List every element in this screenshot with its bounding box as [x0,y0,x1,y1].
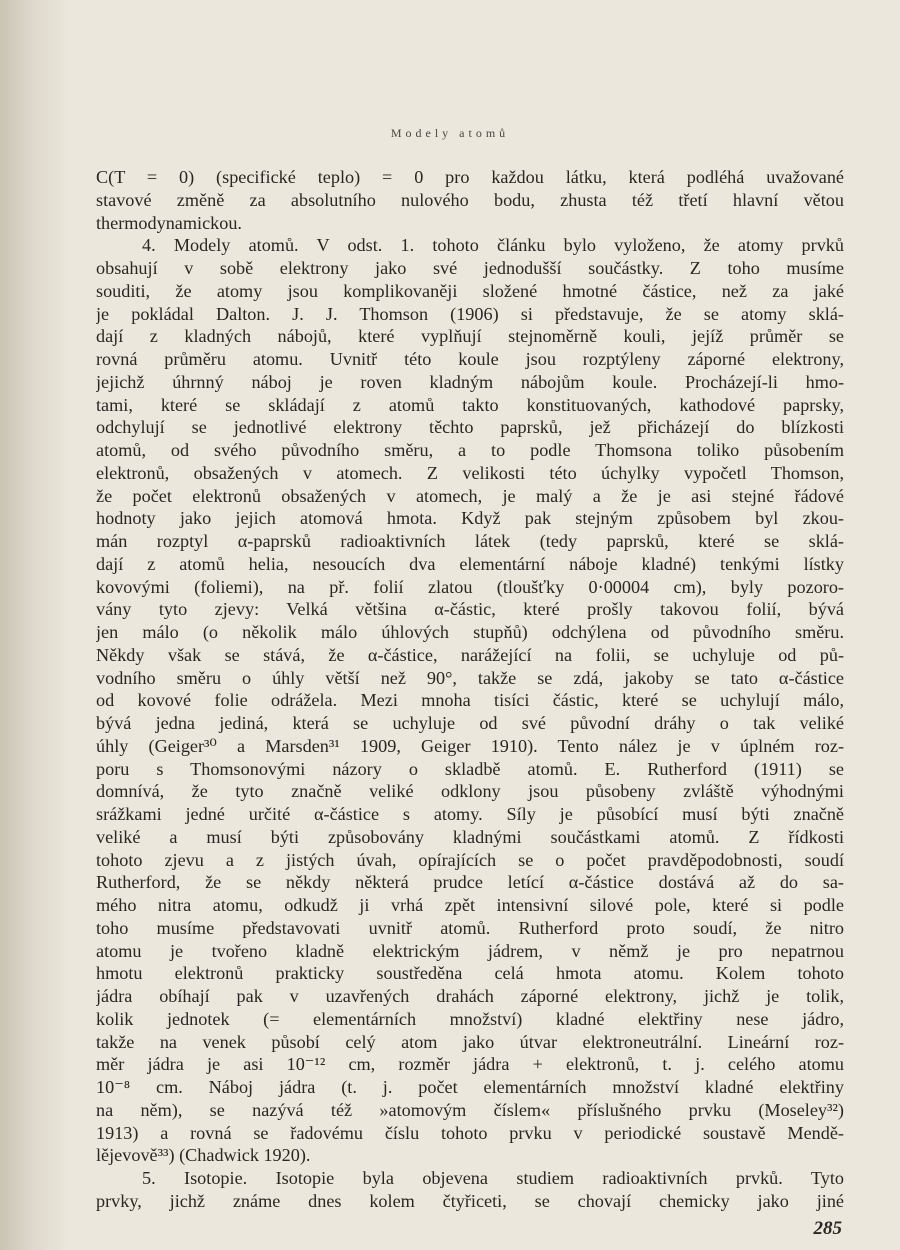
text-line: jen málo (o několik málo úhlových stupňů) odchýlena od původního směru. [96,622,844,642]
page-gutter-shadow [0,0,70,1250]
text-line: Někdy však se stává, že α-částice, narážející na folii, se uchyluje od pů- [96,644,844,665]
text-line: atomu je tvořeno kladně elektrickým jádrem, v němž je pro nepatrnou [96,940,844,961]
text-line: úhly (Geiger³⁰ a Marsden³¹ 1909, Geiger 1910). Tento nález je v úplném roz- [96,735,844,756]
text-line: thermodynamickou. [96,212,242,233]
text-line: jejichž úhrnný náboj je roven kladným nábojům koule. Procházejí-li hmo- [96,371,844,392]
text-line: kovovými (foliemi), na př. folií zlatou (tloušťky 0·00004 cm), byly pozoro- [96,576,844,597]
text-line: bývá jedna jediná, která se uchyluje od své původní dráhy o tak veliké [96,713,844,733]
text-line: tami, které se skládají z atomů takto konstituovaných, kathodové paprsky, [96,394,844,415]
text-line: měr jádra je asi 10⁻¹² cm, rozměr jádra + elektronů, t. j. celého atomu [96,1054,844,1075]
text-line: kolik jednotek (= elementárních množství) kladné elektřiny nese jádro, [96,1008,844,1029]
text-line: 4. Modely atomů. V odst. 1. tohoto článku bylo vyloženo, že atomy prvků [142,235,844,256]
text-line: hodnoty jako jejich atomová hmota. Když pak stejným způsobem byl zkou- [96,508,844,529]
text-line: dají z atomů helia, nesoucích dva elementární náboje kladné) tenkými lístky [96,553,844,574]
text-line: srážkami jedné určité α-částice s atomy. Síly je působící musí býti značně [96,804,844,824]
text-line: mého nitra atomu, odkudž ji vrhá zpět intensivní silové pole, které si podle [96,895,844,915]
text-line: domnívá, že tyto značně veliké odklony jsou působeny zvláště výhodnými [96,781,844,802]
text-line: veliké a musí býti způsobovány kladnými součástkami atomů. Z řídkosti [96,826,844,847]
text-line: toho musíme představovati uvnitř atomů. Rutherford proto soudí, že nitro [96,917,844,938]
text-line: souditi, že atomy jsou komplikovaněji složené hmotné částice, než za jaké [96,280,844,301]
running-head: Modely atomů [390,126,510,140]
text-line: 5. Isotopie. Isotopie byla objevena studiem radioaktivních prvků. Tyto [142,1168,844,1188]
text-line: že počet elektronů obsažených v atomech, je malý a že je asi stejné řádové [96,485,844,506]
text-line: poru s Thomsonovými názory o skladbě atomů. E. Rutherford (1911) se [96,758,844,779]
text-line: 1913) a rovná se řadovému číslu tohoto prvku v periodické soustavě Mendě- [96,1122,844,1143]
body-text [96,166,844,1213]
text-line: C(T = 0) (specifické teplo) = 0 pro každou látku, která podléhá uvažované [96,167,844,187]
text-line: elektronů, obsažených v atomech. Z velikosti této úchylky vypočetl Thomson, [96,462,844,483]
text-line: stavové změně za absolutního nulového bodu, zhusta též třetí hlavní větou [96,189,844,210]
text-line: je pokládal Dalton. J. J. Thomson (1906) si představuje, že se atomy sklá- [96,303,844,324]
text-line: jádra obíhají pak v uzavřených drahách záporné elektrony, jichž je tolik, [96,986,844,1006]
text-line: dají z kladných nábojů, které vyplňují stejnoměrně kouli, jejíž průměr se [96,326,844,347]
text-line: takže na venek působí celý atom jako útvar elektroneutrální. Lineární roz- [96,1031,844,1052]
text-line: prvky, jichž známe dnes kolem čtyřiceti, se chovají chemicky jako jiné [96,1190,844,1211]
text-line: mán rozptyl α-paprsků radioaktivních látek (tedy paprsků, které se sklá- [96,531,844,551]
text-line: Rutherford, že se někdy některá prudce letící α-částice dostává až do sa- [96,872,844,893]
text-line: atomů, od svého původního směru, a to podle Thomsona toliko působením [96,440,844,460]
text-line: rovná průměru atomu. Uvnitř této koule jsou rozptýleny záporné elektrony, [96,349,844,369]
text-line: 10⁻⁸ cm. Náboj jádra (t. j. počet elementárních množství kladné elektřiny [96,1077,844,1097]
text-line: lějevově³³) (Chadwick 1920). [96,1145,311,1166]
text-line: odchylují se jednotlivé elektrony těchto paprsků, jež přicházejí do blízkosti [96,417,844,438]
text-line: hmotu elektronů prakticky soustředěna celá hmota atomu. Kolem tohoto [96,963,844,984]
text-line: vodního směru o úhly větší než 90°, takže se zdá, jakoby se tato α-částice [96,667,844,688]
text-line: od kovové folie odrážela. Mezi mnoha tisíci částic, které se uchylují málo, [96,690,844,711]
text-line: vány tyto zjevy: Velká většina α-částic, které prošly takovou folií, bývá [96,599,844,620]
page-number: 285 [813,1218,842,1239]
text-line: na něm), se nazývá též »atomovým číslem« příslušného prvku (Moseley³²) [96,1099,844,1120]
text-line: tohoto zjevu a z jistých úvah, opírajících se o počet pravděpodobnosti, soudí [96,849,844,870]
text-line: obsahují v sobě elektrony jako své jednodušší součástky. Z toho musíme [96,258,844,278]
